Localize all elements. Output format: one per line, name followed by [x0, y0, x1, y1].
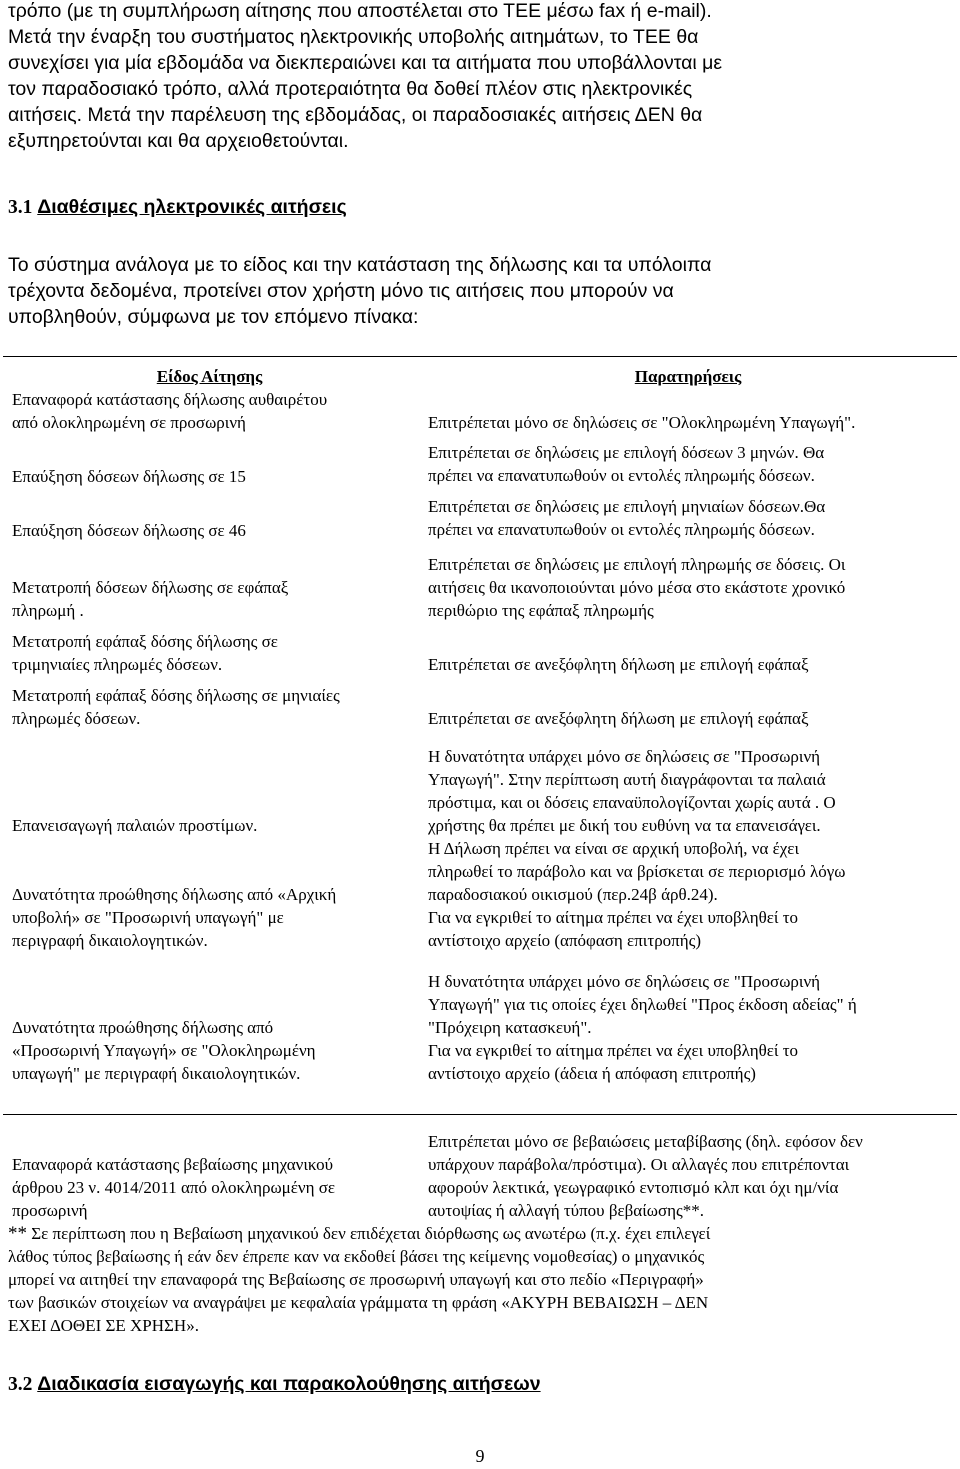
table-row-type	[12, 630, 407, 676]
section-heading-3-1	[8, 196, 347, 219]
cell-line: πληρωμές δόσεων.	[12, 709, 141, 728]
table-row-type	[12, 576, 407, 622]
footnote-line: λάθος τύπος βεβαίωσης ή εάν δεν έπρεπε καν να εκδοθεί βάσει της κείμενης νομοθεσίας) ο μηχανικός	[8, 1247, 705, 1266]
table-row-type	[12, 1153, 407, 1222]
section-heading-3-2	[8, 1373, 541, 1396]
cell-line: τριμηνιαίες πληρωμές δόσεων.	[12, 655, 223, 674]
table-header-notes: Παρατηρήσεις	[634, 367, 742, 386]
cell-line: Επαύξηση δόσεων δήλωσης σε 46	[12, 521, 246, 540]
cell-line: υπαγωγή" με περιγραφή δικαιολογητικών.	[12, 1064, 301, 1083]
cell-line-text: Η Δήλωση πρέπει να είναι σε αρχική υποβολή, να έχει	[428, 839, 800, 858]
table-row-notes	[428, 653, 948, 676]
body-line: υποβληθούν, σύμφωνα με τον επόμενο πίνακα:	[8, 306, 419, 328]
body-line: Το σύστημα ανάλογα με το είδος και την κατάσταση της δήλωσης και τα υπόλοιπα	[8, 254, 712, 276]
table-row-type	[12, 519, 407, 542]
cell-line: Επιτρέπεται μόνο σε βεβαιώσεις μεταβίβασης (δηλ. εφόσον δεν	[428, 1132, 863, 1151]
table-row-notes	[428, 553, 948, 622]
cell-line: περιθώριο της εφάπαξ πληρωμής	[428, 601, 654, 620]
cell-line: Μετατροπή εφάπαξ δόσης δήλωσης σε μηνιαίες	[12, 686, 340, 705]
table-top-rule	[3, 356, 957, 357]
table-header-type: Είδος Αίτησης	[156, 367, 263, 386]
intro-line: Μετά την έναρξη του συστήματος ηλεκτρονικής υποβολής αιτημάτων, το ΤΕΕ θα	[8, 26, 699, 48]
cell-line: πληρωθεί το παράβολο και να βρίσκεται σε περιορισμό λόγω	[428, 862, 846, 881]
intro-line: εξυπηρετούνται και θα αρχειοθετούνται.	[8, 130, 349, 152]
cell-line: άρθρου 23 ν. 4014/2011 από ολοκληρωμένη σε	[12, 1178, 336, 1197]
footnote-line: ΕΧΕΙ ΔΟΘΕΙ ΣΕ ΧΡΗΣΗ».	[8, 1316, 199, 1335]
table-row-notes	[428, 837, 948, 952]
table-row-notes	[428, 745, 948, 837]
cell-line: Επιτρέπεται μόνο σε δηλώσεις σε "Ολοκληρωμένη Υπαγωγή".	[428, 413, 856, 432]
table-row-type	[12, 1016, 407, 1085]
table-row-notes	[428, 1130, 948, 1222]
table-row-notes	[428, 707, 948, 730]
cell-line: Η δυνατότητα υπάρχει μόνο σε δηλώσεις σε "Προσωρινή	[428, 747, 821, 766]
intro-line: συνεχίσει για μία εβδομάδα να διεκπεραιώνει και τα αιτήματα που υποβάλλονται με	[8, 52, 723, 74]
cell-line: υποβολή» σε "Προσωρινή υπαγωγή" με	[12, 908, 284, 927]
table-row-type	[12, 465, 407, 488]
table-row-notes	[428, 441, 948, 487]
table-row-type	[12, 814, 407, 837]
intro-line-part: αιτήσεις. Μετά την παρέλευση της εβδομάδας, οι παραδοσιακές αιτήσεις ΔΕΝ θα	[8, 104, 703, 126]
table-row-type	[12, 684, 407, 730]
cell-line: Επιτρέπεται σε δηλώσεις με επιλογή μηνιαίων δόσεων.Θα	[428, 497, 826, 516]
cell-line: αιτήσεις θα ικανοποιούνται μόνο μέσα στο εκάστοτε χρονικό	[428, 578, 846, 597]
table-separator-rule	[3, 1114, 957, 1115]
intro-line	[8, 102, 948, 128]
cell-line: αυτοψίας ή αλλαγή τύπου βεβαίωσης**.	[428, 1201, 704, 1220]
cell-line: Για να εγκριθεί το αίτημα πρέπει να έχει υποβληθεί το	[428, 1041, 799, 1060]
section-body-paragraph	[8, 252, 948, 330]
table-row-type	[12, 883, 407, 952]
table-row-type	[12, 388, 407, 434]
cell-line: αφορούν λεκτικά, γεωγραφικό εντοπισμό κλπ και όχι ημ/νία	[428, 1178, 839, 1197]
cell-line: Δυνατότητα προώθησης δήλωσης από	[12, 1018, 274, 1037]
cell-line: πρέπει να επανατυπωθούν οι εντολές πληρωμής δόσεων.	[428, 466, 815, 485]
body-line: τρέχοντα δεδομένα, προτείνει στον χρήστη μόνο τις αιτήσεις που μπορούν να	[8, 280, 674, 302]
footnote-line: των βασικών στοιχείων να αναγράψει με κεφαλαία γράμματα τη φράση «ΑΚΥΡΗ ΒΕΒΑΙΩΣΗ – ΔΕΝ	[8, 1293, 709, 1312]
cell-line: Επιτρέπεται σε δηλώσεις με επιλογή δόσεων 3 μηνών. Θα	[428, 443, 825, 462]
table-row-notes	[428, 970, 948, 1085]
intro-line: τον παραδοσιακό τρόπο, αλλά προτεραιότητα θα δοθεί πλέον στις ηλεκτρονικές	[8, 78, 693, 100]
cell-line: Για να εγκριθεί το αίτημα πρέπει να έχει υποβληθεί το	[428, 908, 799, 927]
cell-line: Μετατροπή δόσεων δήλωσης σε εφάπαξ	[12, 578, 289, 597]
cell-line: «Προσωρινή Υπαγωγή» σε "Ολοκληρωμένη	[12, 1041, 316, 1060]
cell-line: υπάρχουν παράβολα/πρόστιμα). Οι αλλαγές που επιτρέπονται	[428, 1155, 850, 1174]
cell-line: Υπαγωγή" για τις οποίες έχει δηλωθεί "Προς έκδοση αδείας" ή	[428, 995, 857, 1014]
cell-line: Επαναφορά κατάστασης δήλωσης αυθαιρέτου	[12, 390, 328, 409]
page-number: 9	[475, 1446, 485, 1466]
cell-line: προσωρινή	[12, 1201, 88, 1220]
cell-line: Επιτρέπεται σε δηλώσεις με επιλογή πληρωμής σε δόσεις. Οι	[428, 555, 846, 574]
cell-line: "Πρόχειρη κατασκευή".	[428, 1018, 592, 1037]
cell-line: Επανεισαγωγή παλαιών προστίμων.	[12, 816, 258, 835]
cell-line: πρέπει να επανατυπωθούν οι εντολές πληρωμής δόσεων.	[428, 520, 815, 539]
cell-line: από ολοκληρωμένη σε προσωρινή	[12, 413, 246, 432]
footnote-line: μπορεί να αιτηθεί την επαναφορά της Βεβαίωσης σε προσωρινή υπαγωγή και στο πεδίο «Περιγραφή»	[8, 1270, 704, 1289]
cell-line: περιγραφή δικαιολογητικών.	[12, 931, 208, 950]
section-title: Διαδικασία εισαγωγής και παρακολούθησης αιτήσεων	[37, 1373, 541, 1395]
cell-line: Επαύξηση δόσεων δήλωσης σε 15	[12, 467, 246, 486]
cell-line	[428, 837, 948, 860]
section-number: 3.1	[8, 197, 33, 218]
cell-line: χρήστης θα πρέπει με δική του ευθύνη να τα επανεισάγει.	[428, 816, 821, 835]
footnote-marker: **	[8, 1223, 27, 1244]
cell-line: πρόστιμα, και οι δόσεις επαναϋπολογίζονται χωρίς αυτά . Ο	[428, 793, 836, 812]
intro-line: τρόπο (με τη συμπλήρωση αίτησης που αποστέλεται στο ΤΕΕ μέσω fax ή e-mail).	[8, 0, 712, 22]
intro-paragraph	[8, 0, 948, 154]
footnote	[8, 1222, 958, 1337]
footnote-line	[8, 1222, 958, 1245]
cell-line: Υπαγωγή". Στην περίπτωση αυτή διαγράφονται τα παλαιά	[428, 770, 826, 789]
cell-line: Μετατροπή εφάπαξ δόσης δήλωσης σε	[12, 632, 278, 651]
table-row-notes	[428, 411, 948, 434]
cell-line: Επιτρέπεται σε ανεξόφλητη δήλωση με επιλογή εφάπαξ	[428, 655, 809, 674]
cell-line: Η δυνατότητα υπάρχει μόνο σε δηλώσεις σε "Προσωρινή	[428, 972, 821, 991]
table-row-notes	[428, 495, 948, 541]
cell-line: παραδοσιακού οικισμού (περ.24β άρθ.24).	[428, 885, 718, 904]
cell-line: Επαναφορά κατάστασης βεβαίωσης μηχανικού	[12, 1155, 334, 1174]
cell-line: Δυνατότητα προώθησης δήλωσης από «Αρχική	[12, 885, 337, 904]
section-number: 3.2	[8, 1374, 33, 1395]
cell-line: Επιτρέπεται σε ανεξόφλητη δήλωση με επιλογή εφάπαξ	[428, 709, 809, 728]
cell-line: αντίστοιχο αρχείο (απόφαση επιτροπής)	[428, 931, 702, 950]
section-title: Διαθέσιμες ηλεκτρονικές αιτήσεις	[37, 196, 347, 218]
footnote-text: Σε περίπτωση που η Βεβαίωση μηχανικού δεν επιδέχεται διόρθωσης ως ανωτέρω (π.χ. έχει επιλεγεί	[27, 1224, 711, 1243]
cell-line: πληρωμή .	[12, 601, 84, 620]
cell-line: αντίστοιχο αρχείο (άδεια ή απόφαση επιτροπής)	[428, 1064, 756, 1083]
